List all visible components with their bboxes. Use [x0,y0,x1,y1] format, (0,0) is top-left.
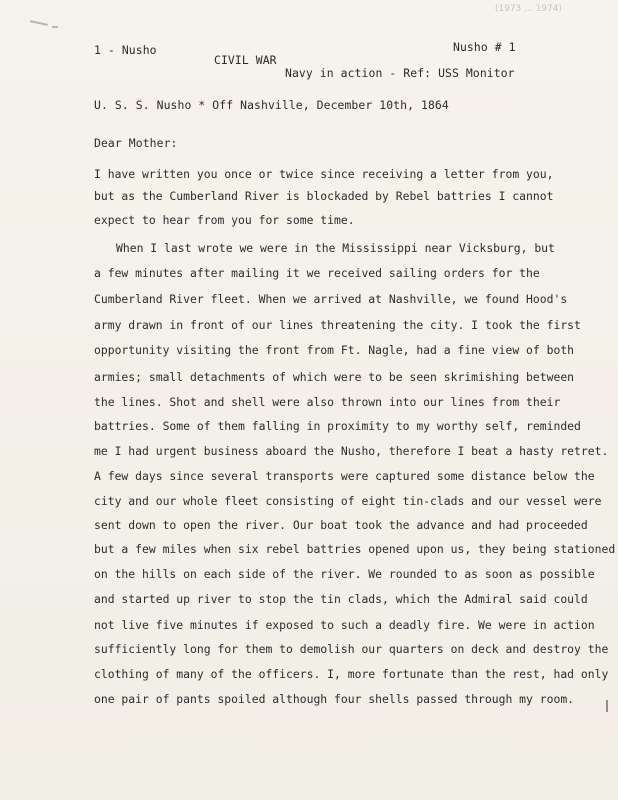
letter-line: A few days since several transports were captured some distance below the [94,469,595,483]
letter-line: a few minutes after mailing it we received sailing orders for the [94,266,540,280]
letter-line: sufficiently long for them to demolish our quarters on deck and destroy the [94,642,609,656]
margin-mark [606,700,608,712]
letter-line: battries. Some of them falling in proximity to my worthy self, reminded [94,419,581,433]
letter-line: on the hills on each side of the river. We rounded to as soon as possible [94,567,595,581]
letter-line: expect to hear from you for some time. [94,213,355,227]
letter-line: me I had urgent business aboard the Nusho, therefore I beat a hasty retret. [94,444,609,458]
salutation: Dear Mother: [94,136,178,150]
ink-mark [30,20,48,26]
pencil-note: (1973 ... 1974) [494,4,562,14]
letter-line: not live five minutes if exposed to such a deadly fire. We were in action [94,618,595,632]
letter-line: Cumberland River fleet. When we arrived at Nashville, we found Hood's [94,292,568,306]
letter-line: but a few miles when six rebel battries opened upon us, they being stationed [94,542,616,556]
letter-line: but as the Cumberland River is blockaded by Rebel battries I cannot [94,189,554,203]
dateline: U. S. S. Nusho * Off Nashville, December 10th, 1864 [94,98,449,112]
letter-line: sent down to open the river. Our boat took the advance and had proceeded [94,518,588,532]
subject-heading: CIVIL WAR [214,53,277,67]
letter-line: I have written you once or twice since receiving a letter from you, [94,167,554,181]
subject-subtitle: Navy in action - Ref: USS Monitor [285,66,515,80]
page-reference-right: Nusho # 1 [453,40,516,54]
page-reference-left: 1 - Nusho [94,43,157,57]
letter-line: armies; small detachments of which were to be seen skrimishing between [94,370,575,384]
letter-line: one pair of pants spoiled although four shells passed through my room. [94,692,575,706]
ink-mark [52,26,58,28]
letter-line: When I last wrote we were in the Mississippi near Vicksburg, but [116,241,555,255]
letter-line: and started up river to stop the tin clads, which the Admiral said could [94,592,588,606]
letter-line: city and our whole fleet consisting of eight tin-clads and our vessel were [94,494,602,508]
letter-line: army drawn in front of our lines threatening the city. I took the first [94,318,581,332]
letter-line: the lines. Shot and shell were also thrown into our lines from their [94,395,561,409]
letter-line: clothing of many of the officers. I, more fortunate than the rest, had only [94,667,609,681]
letter-line: opportunity visiting the front from Ft. Nagle, had a fine view of both [94,343,575,357]
